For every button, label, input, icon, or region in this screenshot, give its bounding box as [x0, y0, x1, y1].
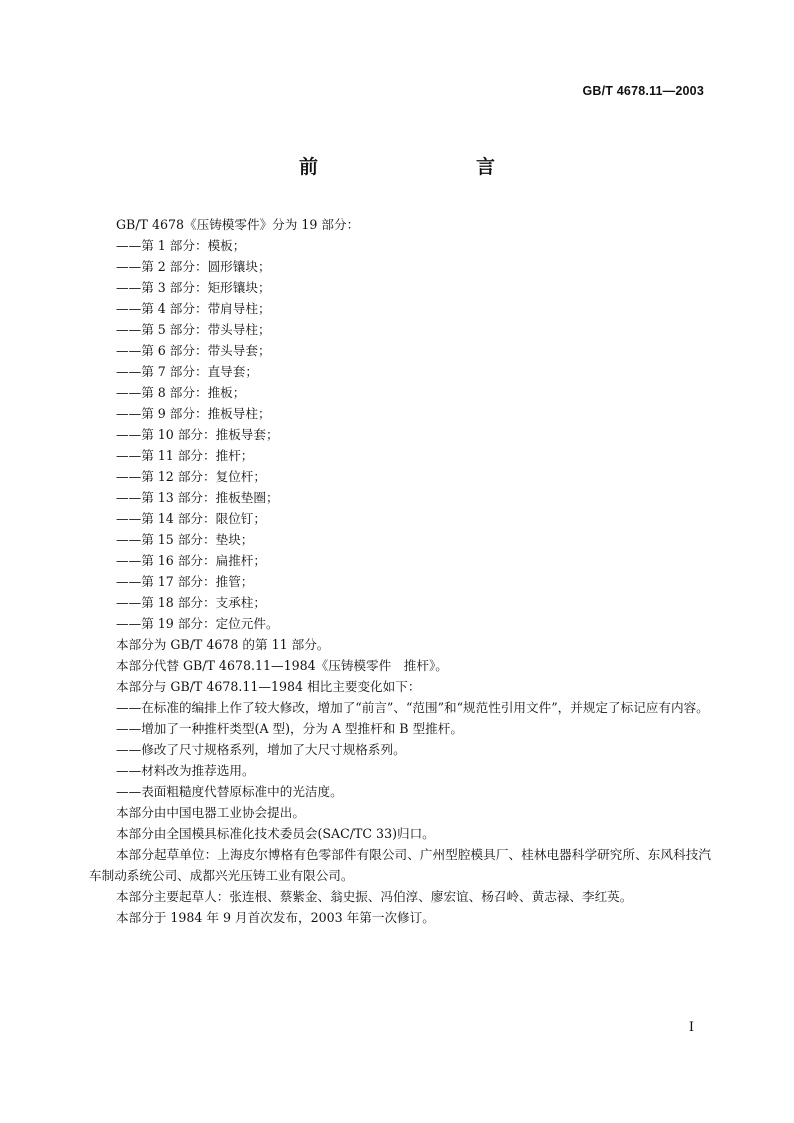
part-item: ——第 9 部分：推板导柱； — [116, 406, 271, 421]
part-item: ——第 4 部分：带肩导柱； — [116, 301, 271, 316]
part-of-statement: 本部分为 GB/T 4678 的第 11 部分。 — [116, 637, 330, 652]
drafters: 本部分主要起草人：张连根、蔡紫金、翁史振、冯伯淳、廖宏谊、杨召岭、黄志禄、李红英。 — [116, 889, 633, 904]
page-title: 前 言 — [298, 156, 535, 178]
standard-code: GB/T 4678.11—2003 — [582, 84, 704, 98]
part-item: ——第 17 部分：推管； — [116, 574, 254, 589]
page-number: I — [688, 1020, 694, 1035]
part-item: ——第 8 部分：推板； — [116, 385, 246, 400]
part-item: ——第 12 部分：复位杆； — [116, 469, 266, 484]
part-item: ——第 14 部分：限位钉； — [116, 511, 266, 526]
parts-list — [89, 235, 711, 634]
change-item: ——材料改为推荐选用。 — [116, 763, 255, 778]
intro-line: GB/T 4678《压铸模零件》分为 19 部分： — [116, 217, 360, 232]
part-item: ——第 10 部分：推板导套； — [116, 427, 279, 442]
change-item: ——修改了尺寸规格系列，增加了大尺寸规格系列。 — [116, 742, 406, 757]
part-item: ——第 1 部分：模板； — [116, 238, 246, 253]
part-item: ——第 15 部分：垫块； — [116, 532, 254, 547]
foreword-body — [89, 214, 711, 928]
change-item: ——表面粗糙度代替原标准中的光洁度。 — [116, 784, 343, 799]
part-item: ——第 7 部分：直导套； — [116, 364, 258, 379]
part-item: ——第 13 部分：推板垫圈； — [116, 490, 279, 505]
part-item: ——第 16 部分：扁推杆； — [116, 553, 266, 568]
part-item: ——第 5 部分：带头导柱； — [116, 322, 271, 337]
part-item: ——第 11 部分：推杆； — [116, 448, 254, 463]
part-item: ——第 19 部分：定位元件。 — [116, 616, 279, 631]
part-item: ——第 18 部分：支承柱； — [116, 595, 266, 610]
change-item: ——在标准的编排上作了较大修改，增加了“前言”、“范围”和“规范性引用文件”，并规定了标记应有内容。 — [116, 700, 709, 715]
change-item: ——增加了一种推杆类型(A 型)，分为 A 型推杆和 B 型推杆。 — [116, 721, 463, 736]
changes-intro: 本部分与 GB/T 4678.11—1984 相比主要变化如下： — [116, 679, 421, 694]
publication-history: 本部分于 1984 年 9 月首次发布，2003 年第一次修订。 — [116, 910, 435, 925]
part-item: ——第 3 部分：矩形镶块； — [116, 280, 271, 295]
proposed-by: 本部分由中国电器工业协会提出。 — [116, 805, 305, 820]
part-item: ——第 2 部分：圆形镶块； — [116, 259, 271, 274]
changes-list — [89, 697, 711, 802]
managed-by: 本部分由全国模具标准化技术委员会(SAC/TC 33)归口。 — [116, 826, 435, 841]
drafting-units: 本部分起草单位：上海皮尔博格有色零部件有限公司、广州型腔模具厂、桂林电器科学研究所、东风科技汽车制动系统公司、成都兴光压铸工业有限公司。 — [89, 847, 711, 883]
part-item: ——第 6 部分：带头导套； — [116, 343, 271, 358]
replaces-statement: 本部分代替 GB/T 4678.11—1984《压铸模零件 推杆》。 — [116, 658, 448, 673]
